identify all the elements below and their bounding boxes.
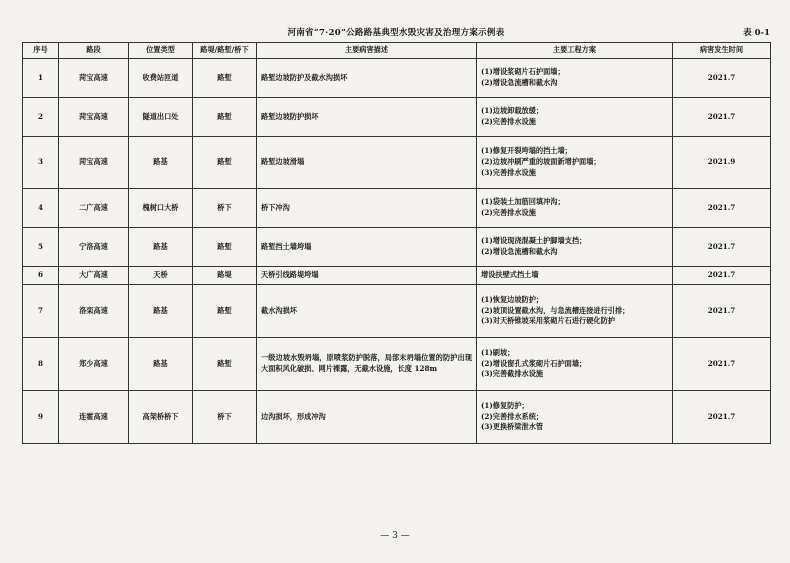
table-title: 河南省“7·20”公路路基典型水毁灾害及治理方案示例表: [287, 28, 505, 38]
row-desc: 一级边坡水毁坍塌，原喷浆防护脱落，局部末坍塌位置的防护出现大面积风化破损、网片裸露，无截水设施，长度 128m: [257, 338, 477, 391]
row-solutions: [477, 391, 673, 444]
row-desc: 截水沟损坏: [257, 285, 477, 338]
row-location: 槐树口大桥: [129, 189, 193, 228]
solution-item: (1)刷坡；: [481, 347, 515, 357]
row-section: 菏宝高速: [59, 59, 129, 98]
table-row: [23, 391, 771, 444]
row-desc: 路堑边坡滑塌: [257, 137, 477, 189]
col-header-type: 路堤/路堑/桥下: [193, 43, 257, 59]
solution-item: (2)增设窗孔式浆砌片石护面墙；: [481, 358, 587, 368]
row-date: 2021.7: [673, 338, 771, 391]
row-desc: 路堑边坡防护及截水沟损坏: [257, 59, 477, 98]
row-date: 2021.9: [673, 137, 771, 189]
row-location: 路基: [129, 285, 193, 338]
solution-item: (1)增设浆砌片石护面墙；: [481, 67, 565, 77]
row-location: 天桥: [129, 267, 193, 285]
row-type: 路堑: [193, 228, 257, 267]
row-section: 菏宝高速: [59, 137, 129, 189]
table-row: [23, 285, 771, 338]
solution-item: (3)对天桥锥坡采用浆砌片石进行硬化防护: [481, 316, 615, 326]
row-solutions: [477, 267, 673, 285]
col-header-section: 路段: [59, 43, 129, 59]
solution-item: (3)完善排水设施: [481, 167, 536, 177]
solution-item: (3)完善截排水设施: [481, 369, 544, 379]
solution-item: (2)完善排水系统；: [481, 411, 544, 421]
row-solutions: [477, 59, 673, 98]
row-date: 2021.7: [673, 267, 771, 285]
row-date: 2021.7: [673, 189, 771, 228]
table-row: [23, 98, 771, 137]
row-location: 路基: [129, 338, 193, 391]
table-row: [23, 137, 771, 189]
row-no: 8: [23, 338, 59, 391]
row-date: 2021.7: [673, 391, 771, 444]
page-number: — 3 —: [380, 531, 410, 541]
row-date: 2021.7: [673, 98, 771, 137]
row-desc: 路堑边坡防护损坏: [257, 98, 477, 137]
row-date: 2021.7: [673, 228, 771, 267]
row-no: 7: [23, 285, 59, 338]
solution-item: (1)修复开裂垮塌的挡土墙；: [481, 146, 572, 156]
row-section: 连霍高速: [59, 391, 129, 444]
row-no: 4: [23, 189, 59, 228]
row-section: 菏宝高速: [59, 98, 129, 137]
row-solutions: [477, 228, 673, 267]
solution-item: (2)坡顶设置截水沟，与急流槽连接进行引排；: [481, 305, 630, 315]
row-type: 路堑: [193, 98, 257, 137]
table-row: [23, 338, 771, 391]
row-section: 宁洛高速: [59, 228, 129, 267]
row-solutions: [477, 338, 673, 391]
row-desc: 路堑挡土墙垮塌: [257, 228, 477, 267]
row-section: 洛栾高速: [59, 285, 129, 338]
row-date: 2021.7: [673, 59, 771, 98]
table-row: [23, 267, 771, 285]
solution-item: (1)修复防护；: [481, 400, 529, 410]
row-location: 收费站匝道: [129, 59, 193, 98]
row-solutions: [477, 98, 673, 137]
row-desc: 天桥引线路堤垮塌: [257, 267, 477, 285]
row-type: 桥下: [193, 391, 257, 444]
row-no: 2: [23, 98, 59, 137]
header-row: [23, 43, 771, 59]
row-desc: 边沟损坏，形成冲沟: [257, 391, 477, 444]
row-type: 桥下: [193, 189, 257, 228]
col-header-location: 位置类型: [129, 43, 193, 59]
row-no: 9: [23, 391, 59, 444]
row-type: 路堤: [193, 267, 257, 285]
solution-item: (1)袋装土加筋回填冲沟；: [481, 197, 565, 207]
row-solutions: [477, 189, 673, 228]
solution-item: (3)更换桥梁泄水管: [481, 422, 544, 432]
row-solutions: [477, 137, 673, 189]
solution-item: (2)增设急流槽和截水沟: [481, 78, 558, 87]
solution-item: (1)边坡卸载放缓；: [481, 106, 544, 116]
row-location: 路基: [129, 137, 193, 189]
table-row: [23, 59, 771, 98]
row-type: 路堑: [193, 285, 257, 338]
col-header-solution: 主要工程方案: [477, 43, 673, 59]
solution-item: (1)恢复边坡防护；: [481, 294, 544, 304]
row-date: 2021.7: [673, 285, 771, 338]
row-section: 大广高速: [59, 267, 129, 285]
solution-item: (2)边坡冲刷严重的坡面新增护面墙；: [481, 157, 601, 167]
row-solutions: [477, 285, 673, 338]
col-header-desc: 主要病害描述: [257, 43, 477, 59]
row-no: 1: [23, 59, 59, 98]
row-no: 6: [23, 267, 59, 285]
col-header-date: 病害发生时间: [673, 43, 771, 59]
table-row: [23, 189, 771, 228]
table-number: 表 0-1: [743, 28, 770, 38]
solution-item: (2)完善排水设施: [481, 117, 536, 126]
row-desc: 桥下冲沟: [257, 189, 477, 228]
row-location: 高架桥桥下: [129, 391, 193, 444]
table-row: [23, 228, 771, 267]
title-row: [22, 26, 770, 40]
disaster-table: [22, 42, 771, 444]
row-no: 5: [23, 228, 59, 267]
row-section: 二广高速: [59, 189, 129, 228]
solution-item: (1)增设现浇混凝土护脚墙支挡；: [481, 236, 587, 246]
solution-item: 增设扶壁式挡土墙: [481, 270, 539, 280]
row-type: 路堑: [193, 59, 257, 98]
row-location: 路基: [129, 228, 193, 267]
row-type: 路堑: [193, 137, 257, 189]
solution-item: (2)增设急流槽和截水沟: [481, 247, 558, 256]
row-type: 路堑: [193, 338, 257, 391]
solution-item: (2)完善排水设施: [481, 208, 536, 217]
col-header-no: 序号: [23, 43, 59, 59]
row-section: 郑少高速: [59, 338, 129, 391]
row-no: 3: [23, 137, 59, 189]
row-location: 隧道出口处: [129, 98, 193, 137]
